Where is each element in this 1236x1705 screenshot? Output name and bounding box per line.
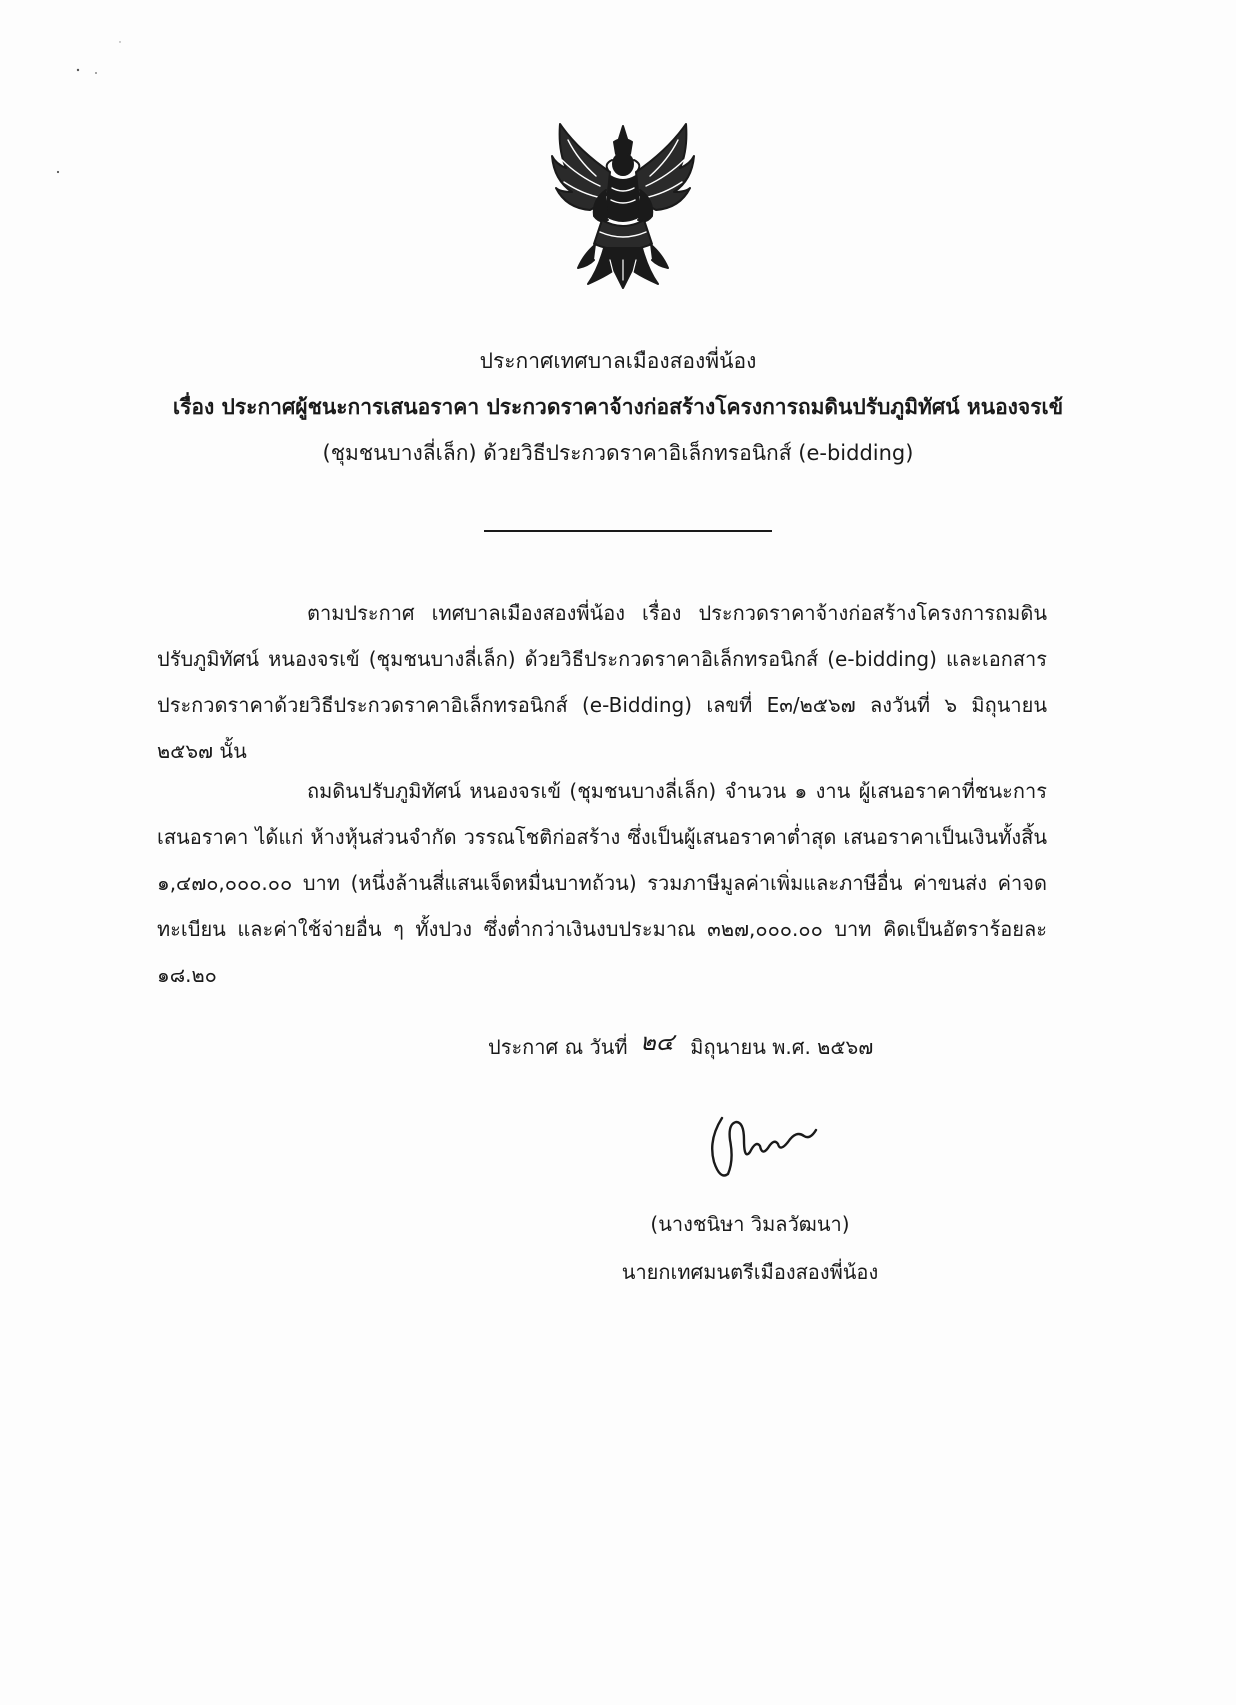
signer-name: (นางชนิษา วิมลวัฒนา) — [650, 1212, 850, 1236]
announcement-subject-continued: (ชุมชนบางลี่เล็ก) ด้วยวิธีประกวดราคาอิเล็กทรอนิกส์ (e-bidding) — [322, 441, 914, 465]
handwritten-signature — [700, 1100, 830, 1190]
title-divider — [484, 530, 772, 532]
winner-paragraph: ถมดินปรับภูมิทัศน์ หนองจรเข้ (ชุมชนบางลี่เล็ก) จำนวน ๑ งาน ผู้เสนอราคาที่ชนะการเสนอราคา ได้แก่ ห้างหุ้นส่วนจำกัด วรรณโชติก่อสร้าง ซึ่งเป็นผู้เสนอราคาต่ำสุด เสนอราคาเป็นเงินทั้งสิ้น ๑,๔๗๐,๐๐๐.๐๐ บาท (หนึ่งล้านสี่แสนเจ็ดหมื่นบาทถ้วน) รวมภาษีมูลค่าเพิ่มและภาษีอื่น ค่าขนส่ง ค่าจดทะเบียน และค่าใช้จ่ายอื่น ๆ ทั้งปวง ซึ่งต่ำกว่าเงินงบประมาณ ๓๒๗,๐๐๐.๐๐ บาท คิดเป็นอัตราร้อยละ ๑๘.๒๐ — [157, 779, 1047, 987]
date-day-handwritten: ๒๔ — [639, 1028, 674, 1056]
reference-paragraph: ตามประกาศ เทศบาลเมืองสองพี่น้อง เรื่อง ประกวดราคาจ้างก่อสร้างโครงการถมดินปรับภูมิทัศน์ หนองจรเข้ (ชุมชนบางลี่เล็ก) ด้วยวิธีประกวดราคาอิเล็กทรอนิกส์ (e-bidding) และเอกสารประกวดราคาด้วยวิธีประกวดราคาอิเล็กทรอนิกส์ (e-Bidding) เลขที่ E๓/๒๕๖๗ ลงวันที่ ๖ มิถุนายน ๒๕๖๗ นั้น — [157, 601, 1047, 763]
scan-specks — [0, 0, 200, 200]
announcement-subject: เรื่อง ประกาศผู้ชนะการเสนอราคา ประกวดราคาจ้างก่อสร้างโครงการถมดินปรับภูมิทัศน์ หนองจรเข้ — [172, 395, 1064, 419]
announcement-issuer: ประกาศเทศบาลเมืองสองพี่น้อง — [479, 349, 757, 373]
announcement-date — [488, 1028, 874, 1061]
date-month-year: มิถุนายน พ.ศ. ๒๕๖๗ — [690, 1035, 874, 1059]
signer-title: นายกเทศมนตรีเมืองสองพี่น้อง — [621, 1260, 879, 1284]
garuda-emblem-icon — [548, 120, 698, 290]
date-prefix: ประกาศ ณ วันที่ — [488, 1035, 628, 1059]
